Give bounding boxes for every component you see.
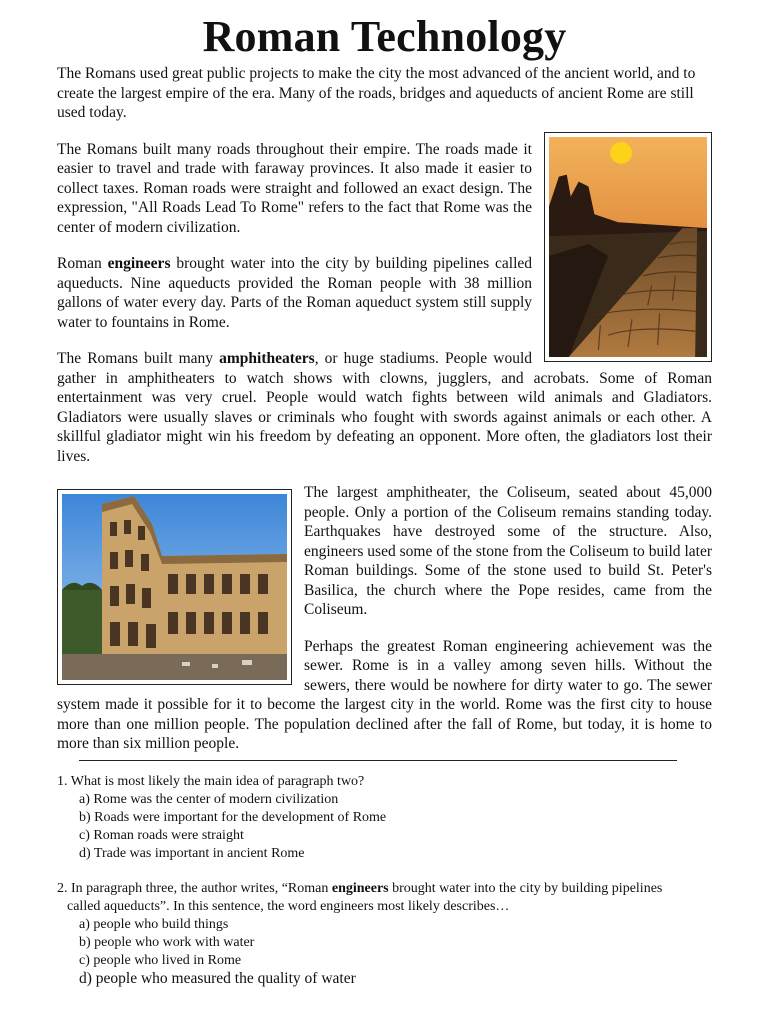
answer-option[interactable]: a) Rome was the center of modern civilization bbox=[79, 791, 339, 807]
amphitheaters-text-start: The Romans built many bbox=[57, 350, 214, 367]
amphitheaters-text-end: , or huge stadiums. People would gather in amphitheaters to watch shows with clowns, jugglers, and acrobats. Some of Roman entertainment was very cruel. People would watch fights between wild animals and Gladiators. Gladiators were usually slaves or criminals who fought with swords against animals or each other. A skillful gladiator might win his freedom by defeating an opponent. More often, the gladiators lost their lives. bbox=[57, 350, 712, 465]
answer-option[interactable]: b) people who work with water bbox=[79, 934, 255, 950]
question-2-options bbox=[57, 916, 712, 988]
question-2-stem-end: brought water into the city by building pipelines bbox=[392, 880, 663, 896]
answer-option[interactable]: b) Roads were important for the development of Rome bbox=[79, 809, 387, 825]
aqueducts-text-start: Roman bbox=[57, 255, 102, 272]
answer-option[interactable]: c) Roman roads were straight bbox=[79, 827, 244, 843]
amphitheaters-term: amphitheaters bbox=[219, 350, 315, 367]
question-1-stem: 1. What is most likely the main idea of paragraph two? bbox=[57, 773, 365, 789]
engineers-term: engineers bbox=[107, 255, 171, 272]
question-2-stem-start: 2. In paragraph three, the author writes, “Roman bbox=[57, 880, 329, 896]
question-2 bbox=[57, 880, 712, 988]
answer-option[interactable]: c) people who lived in Rome bbox=[79, 952, 242, 968]
coliseum-photo bbox=[57, 489, 292, 685]
divider-line bbox=[79, 760, 677, 761]
question-1 bbox=[57, 773, 712, 863]
intro-paragraph: The Romans used great public projects to make the city the most advanced of the ancient world, and to create the largest empire of the era. Many of the roads, bridges and aqueducts of ancient Rome are still used today. bbox=[57, 65, 696, 121]
answer-option[interactable]: a) people who build things bbox=[79, 916, 229, 932]
question-2-engineers-term: engineers bbox=[331, 880, 389, 896]
page-title: Roman Technology bbox=[202, 12, 567, 61]
coliseum-paragraph: The largest amphitheater, the Coliseum, seated about 45,000 people. Only a portion of the Coliseum remains standing today. Earthquakes have destroyed some of the structure. Also, engineers used some of the stone from the Coliseum to build later Roman buildings. Some of the stone used to build St. Peter's Basilica, the church where the Pope resides, came from the Coliseum. bbox=[304, 484, 712, 618]
roads-paragraph: The Romans built many roads throughout their empire. The roads made it easier to travel and trade with faraway provinces. It also made it easier to collect taxes. Roman roads were straight and followed an exact design. The expression, "All Roads Lead To Rome" refers to the fact that Rome was the center of modern civilization. bbox=[57, 140, 532, 236]
sewer-paragraph: Perhaps the greatest Roman engineering achievement was the sewer. Rome is in a valley among seven hills. Without the sewers, there would be nowhere for dirty water to go. The sewer system made it possible for it to become the largest city in the world. Rome was the first city to house more than one million people. The population declined after the fall of Rome, but today, it is home to more than six million people. bbox=[57, 637, 712, 752]
worksheet-page bbox=[57, 10, 712, 988]
answer-option[interactable]: d) Trade was important in ancient Rome bbox=[79, 845, 305, 861]
roman-road-photo bbox=[544, 132, 712, 362]
question-2-stem-line2: called aqueducts”. In this sentence, the word engineers most likely describes… bbox=[67, 898, 510, 914]
question-1-options bbox=[57, 791, 712, 863]
amphitheaters-paragraph bbox=[57, 349, 712, 466]
aqueducts-text-end: brought water into the city by building pipelines called aqueducts. Nine aqueducts provided the Roman people with 38 million gallons of water every day. Parts of the Roman aqueduct system still supply water to fountains in Rome. bbox=[57, 255, 533, 331]
answer-option[interactable]: d) people who measured the quality of water bbox=[79, 969, 356, 987]
question-2-stem bbox=[57, 880, 712, 898]
